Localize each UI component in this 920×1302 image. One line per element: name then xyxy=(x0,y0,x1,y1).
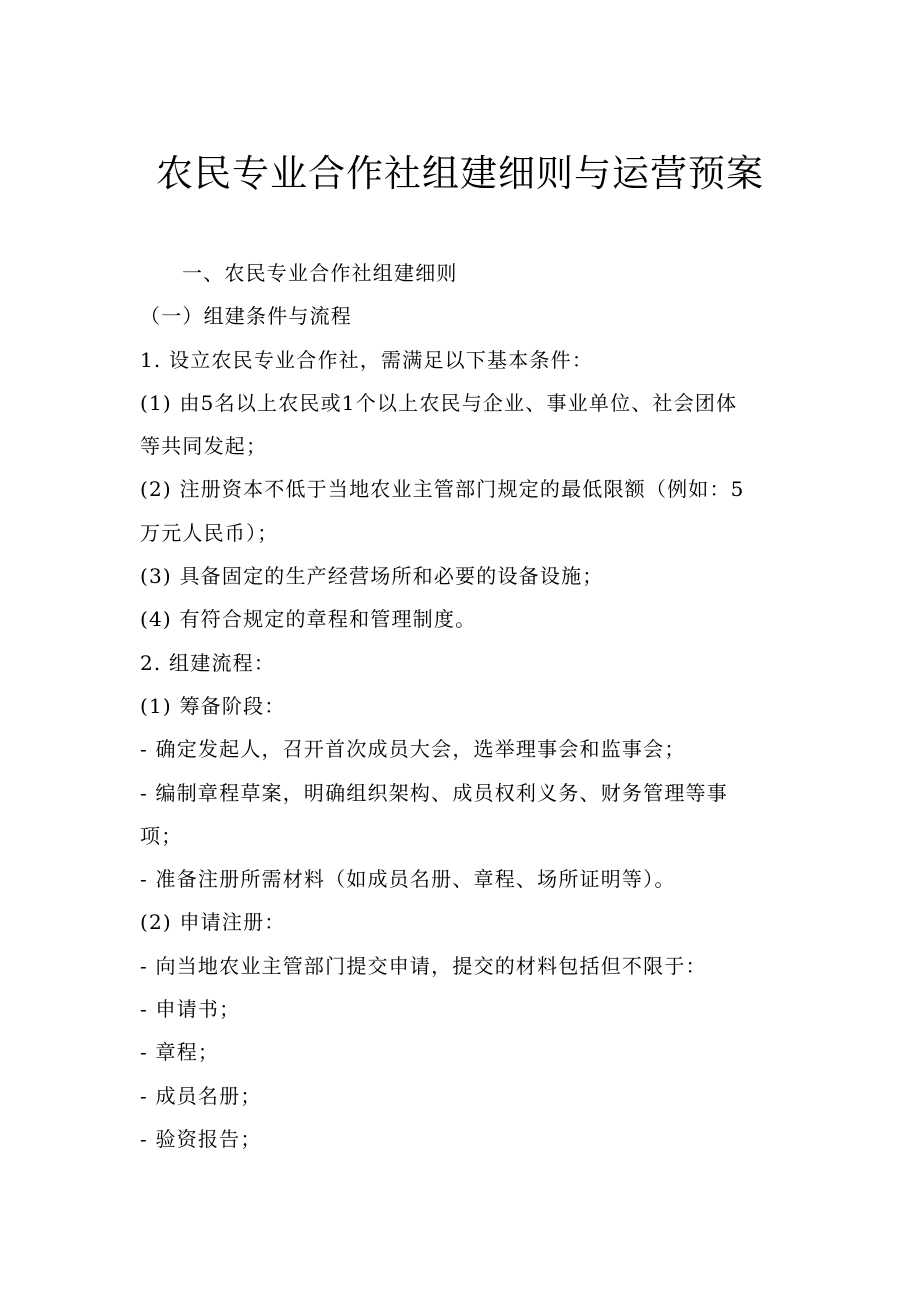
paragraph-line: 等共同发起； xyxy=(140,434,268,459)
list-item: - 章程； xyxy=(140,1040,220,1065)
paragraph-line: 万元人民币）； xyxy=(140,520,279,545)
document-title: 农民专业合作社组建细则与运营预案 xyxy=(156,152,764,195)
section-heading: 一、农民专业合作社组建细则 xyxy=(182,261,458,285)
list-item: - 验资报告； xyxy=(140,1126,262,1151)
paragraph-line: (4) 有符合规定的章程和管理制度。 xyxy=(140,607,477,632)
list-item: - 确定发起人，召开首次成员大会，选举理事会和监事会； xyxy=(140,737,686,762)
paragraph-line: (1) 由5名以上农民或1个以上农民与企业、事业单位、社会团体 xyxy=(140,390,738,415)
paragraph-line: 2. 组建流程： xyxy=(140,650,276,675)
paragraph-line: (2) 申请注册： xyxy=(140,910,286,935)
list-item: - 申请书； xyxy=(140,997,241,1022)
subsection-heading: （一）组建条件与流程 xyxy=(140,304,352,329)
paragraph-line: (2) 注册资本不低于当地农业主管部门规定的最低限额（例如：5 xyxy=(140,477,745,502)
list-item: - 向当地农业主管部门提交申请，提交的材料包括但不限于： xyxy=(140,953,707,978)
document-body xyxy=(140,252,780,1161)
list-item: - 准备注册所需材料（如成员名册、章程、场所证明等）。 xyxy=(140,867,676,892)
list-item: - 编制章程草案，明确组织架构、成员权利义务、财务管理等事 xyxy=(140,780,728,805)
paragraph-line: (3) 具备固定的生产经营场所和必要的设备设施； xyxy=(140,564,604,589)
list-item: - 成员名册； xyxy=(140,1083,262,1108)
paragraph-line: 1. 设立农民专业合作社，需满足以下基本条件： xyxy=(140,347,594,372)
paragraph-line: (1) 筹备阶段： xyxy=(140,693,286,718)
list-item-continuation: 项； xyxy=(140,823,183,848)
